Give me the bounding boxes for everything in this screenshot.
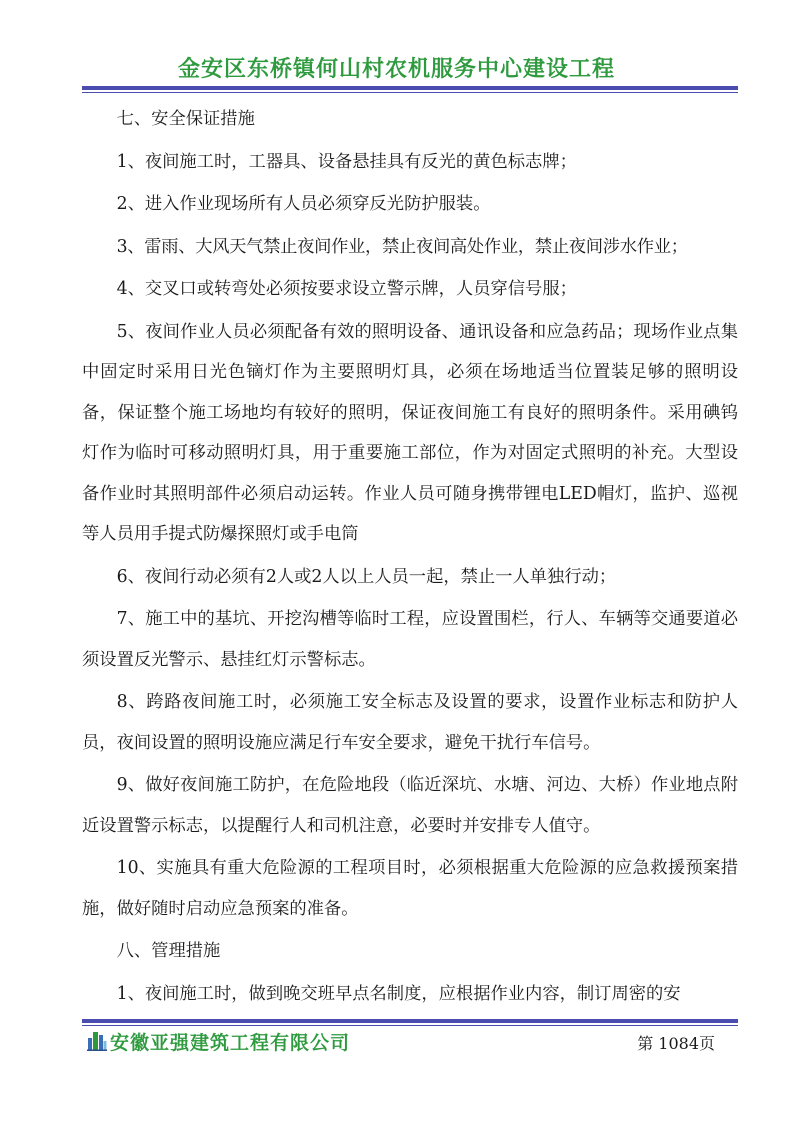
paragraph: 2、进入作业现场所有人员必须穿反光防护服装。 [116, 194, 491, 214]
paragraph: 8、跨路夜间施工时，必须施工安全标志及设置的要求，设置作业标志和防护人员，夜间设置的照明设施应满足行车安全要求，避免干扰行车信号。 [82, 692, 738, 753]
paragraph: 1、夜间施工时，做到晚交班早点名制度，应根据作业内容，制订周密的安 [116, 983, 681, 1004]
section-heading-safety: 七、安全保证措施 [116, 109, 255, 129]
paragraph: 6、夜间行动必须有2人或2人以上人员一起，禁止一人单独行动； [116, 566, 617, 587]
paragraph: 4、交叉口或转弯处必须按要求设立警示牌，人员穿信号服； [116, 279, 577, 299]
paragraph: 1、夜间施工时，工器具、设备悬挂具有反光的黄色标志牌； [116, 151, 577, 172]
header-rule-thick [82, 86, 738, 90]
building-logo-icon [87, 1029, 107, 1051]
paragraph: 5、夜间作业人员必须配备有效的照明设备、通讯设备和应急药品；现场作业点集中固定时采用日光色镝灯作为主要照明灯具，必须在场地适当位置装足够的照明设备，保证整个施工场地均有较好的照明，保证夜间施工有良好的照明条件。采用碘钨灯作为临时可移动照明灯具，用于重要施工部位，作为对固定式照明的补充。大型设备作业时其照明部件必须启动运转。作业人员可随身携带锂电LED帽灯，监护、巡视等人员用手提式防爆探照灯或手电筒 [82, 321, 738, 544]
paragraph: 10、实施具有重大危险源的工程项目时，必须根据重大危险源的应急救援预案措施，做好随时启动应急预案的准备。 [82, 858, 738, 919]
footer-rule-thick [82, 1019, 738, 1023]
page-number: 第 1084页 [637, 1034, 715, 1053]
paragraph: 7、施工中的基坑、开挖沟槽等临时工程，应设置围栏，行人、车辆等交通要道必须设置反光警示、悬挂红灯示警标志。 [82, 609, 738, 670]
paragraph: 9、做好夜间施工防护，在危险地段（临近深坑、水塘、河边、大桥）作业地点附近设置警示标志，以提醒行人和司机注意，必要时并安排专人值守。 [82, 775, 738, 836]
footer-company-name: 安徽亚强建筑工程有限公司 [110, 1032, 351, 1054]
header-title: 金安区东桥镇何山村农机服务中心建设工程 [177, 57, 615, 82]
section-heading-management: 八、管理措施 [116, 941, 221, 961]
document-body [82, 99, 738, 1016]
footer-rule-thin [82, 1025, 738, 1026]
header-rule-thin [82, 92, 738, 93]
paragraph: 3、雷雨、大风天气禁止夜间作业，禁止夜间高处作业，禁止夜间涉水作业； [116, 236, 688, 257]
